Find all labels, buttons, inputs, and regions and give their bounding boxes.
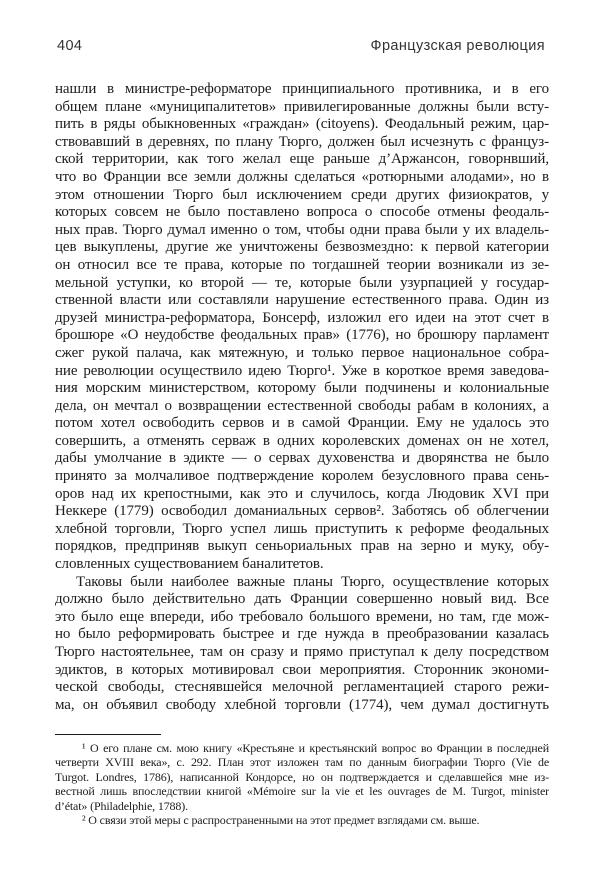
footnote-1	[55, 741, 549, 813]
text-line: брошюре «О неудобстве феодальных прав» (1776), но брошюру парламент	[55, 327, 549, 344]
text-line: совершить, а отменять серваж в одних королевских доменах он не хотел,	[55, 432, 549, 449]
text-line: ных прав. Тюрго думал именно о том, чтобы одни права были у их владель-	[55, 221, 549, 238]
text-line: ственной власти или составляли нарушение естественного права. Один из	[55, 292, 549, 309]
text-line: d’état» (Philadelphie, 1788).	[55, 798, 188, 813]
text-line: ние революции осуществило идею Тюрго¹. Уже в короткое время заведова-	[55, 362, 549, 379]
text-line: дела, он мечтал о возвращении естественной свободы рабам в колониях, а	[55, 397, 549, 414]
text-line: дабы умолчание в эдикте — о сервах духовенства и дворянства не было	[55, 450, 549, 467]
paragraph-2	[55, 574, 549, 715]
text-line: вестной лишь впоследствии книгой «Mémoire sur la vie et les ouvrages de M. Turgot, minister	[55, 784, 549, 799]
text-line: Turgot. Londres, 1786), написанной Кондорсе, но он подтверждается и сделавшейся мне из-	[55, 769, 549, 784]
text-line: ческой свободы, стеснявшейся мелочной регламентацией старого режи-	[55, 679, 549, 696]
text-line: этом отношении Тюрго был исключением среди других физиократов, у	[55, 186, 549, 203]
text-line: эдиктов, в которых мотивировал свои мероприятия. Сторонник экономи-	[55, 661, 549, 678]
text-line: он относил все те права, которые по тогдашней теории возникали из зе-	[55, 256, 549, 273]
running-head: Французская революция	[370, 38, 545, 54]
text-line: Неккере (1779) освободил доманиальных сервов². Заботясь об облегчении	[55, 503, 549, 520]
text-line: четверти XVIII века», с. 292. План этот изложен там по данным биографии Тюрго (Vie de	[55, 755, 549, 770]
text-line: ¹ О его плане см. мою книгу «Крестьяне и крестьянский вопрос во Франции в последней	[82, 741, 549, 755]
text-line: хлебной торговли, Тюрго успел лишь приступить к реформе феодальных	[55, 520, 549, 537]
text-line: но было реформировать быстрее и где нужда в преобразовании казалась	[55, 626, 549, 643]
text-line: Тюрго настоятельнее, там он сразу и прямо приступал к делу посредством	[55, 644, 549, 660]
page-header	[57, 38, 545, 54]
text-line: это было еще впереди, ибо требовало большого времени, но там, где мож-	[55, 608, 549, 625]
text-line: пить в ряды обыкновенных «граждан» (citoyens). Феодальный режим, цар-	[55, 116, 549, 133]
text-line: друзей министра-реформатора, Бонсерф, изложил его идеи на этот счет в	[55, 309, 549, 326]
body-text	[55, 81, 549, 714]
text-line: ² О связи этой меры с распространенными на этот предмет взглядами см. выше.	[82, 813, 480, 828]
footnote-separator	[55, 734, 161, 735]
page-number: 404	[57, 38, 83, 54]
text-line: цев выкуплены, другие же уничтожены безвозмездно: к первой категории	[55, 239, 549, 256]
text-line: порядков, предприняв выкуп сеньориальных прав на зерно и муку, обу-	[55, 538, 549, 555]
text-line: должно было действительно дать Франции совершенно новый вид. Все	[55, 591, 549, 608]
text-line: нашли в министре-реформаторе принципиального противника, и в его	[55, 81, 549, 97]
text-line: сжег рукой палача, как мятежную, и только первое национальное собра-	[55, 344, 549, 361]
text-line: ма, он объявил свободу хлебной торговли (1774), чем думал достигнуть	[55, 696, 549, 713]
text-line: ской территории, как того желал еще раньше д’Аржансон, говорнвший,	[55, 151, 549, 168]
text-line: оров над их крепостными, как это и случилось, когда Людовик XVI при	[55, 485, 549, 502]
text-line: что во Франции все земли должны сделаться «ротюрными алодами», но в	[55, 168, 549, 185]
text-line: ствовавший в деревнях, по плану Тюрго, должен был исчезнуть с француз-	[55, 133, 549, 150]
footnotes	[55, 734, 549, 827]
text-line: словленных существованием баналитетов.	[55, 556, 324, 573]
text-line: которых совсем не было поставлено вопроса о способе отмены феодаль-	[55, 204, 549, 221]
text-line: мельной уступки, ко второй — те, которые были узурпацией у государ-	[55, 274, 549, 291]
paragraph-1	[55, 81, 549, 574]
text-line: ния морским министерством, которому были подчинены и колониальные	[55, 380, 549, 397]
text-line: принято за молчаливое подтверждение королем безусловного права сень-	[55, 468, 549, 485]
text-line: общем плане «муниципалитетов» привилегированные должны были всту-	[55, 98, 549, 115]
footnote-2	[55, 813, 549, 827]
text-line: потом хотел освободить сервов и в самой Франции. Ему не удалось это	[55, 415, 549, 432]
text-line: Таковы были наиболее важные планы Тюрго, осуществление которых	[76, 573, 549, 590]
